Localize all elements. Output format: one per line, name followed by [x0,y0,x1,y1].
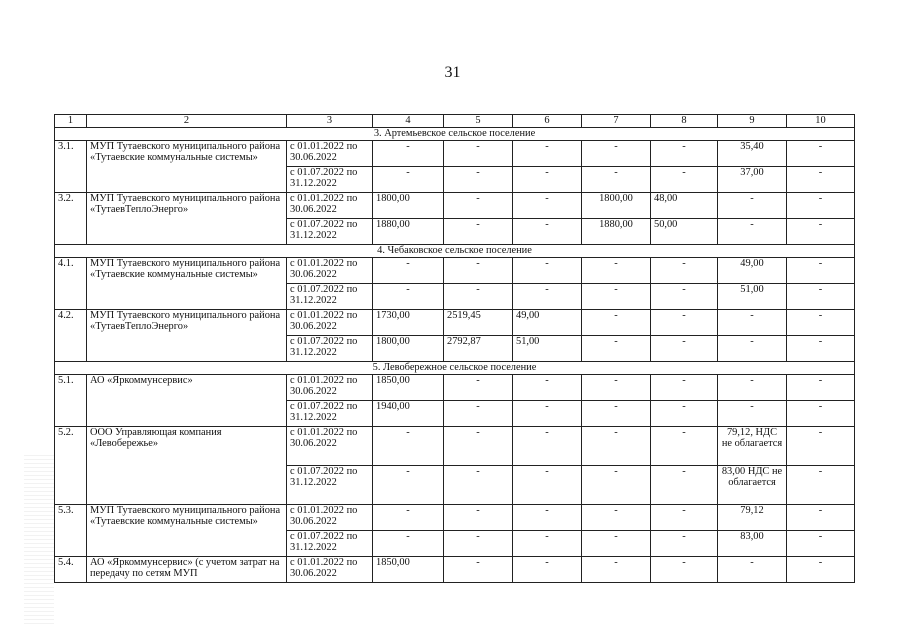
value-cell: - [582,530,651,556]
value-cell: - [651,530,718,556]
header-cell: 8 [651,115,718,128]
value-cell: - [787,335,855,361]
table-row [55,426,855,465]
value-cell: - [651,465,718,504]
value-cell: - [582,166,651,192]
period-cell: с 01.07.2022 по 31.12.2022 [287,400,373,426]
value-cell: - [651,140,718,166]
value-cell: - [787,400,855,426]
organization-name: МУП Тутаевского муниципального района «Тутаевские коммунальные системы» [87,140,287,192]
value-cell: - [582,309,651,335]
section-heading: 3. Артемьевское сельское поселение [55,127,855,140]
value-cell: - [513,140,582,166]
value-cell: 2519,45 [444,309,513,335]
value-cell: 1800,00 [373,335,444,361]
value-cell: - [787,283,855,309]
value-cell: - [787,192,855,218]
value-cell: - [373,465,444,504]
period-cell: с 01.07.2022 по 31.12.2022 [287,335,373,361]
value-cell: - [444,504,513,530]
value-cell: - [444,257,513,283]
value-cell: - [787,465,855,504]
value-cell: - [513,465,582,504]
value-cell: - [787,166,855,192]
value-cell: - [373,166,444,192]
period-cell: с 01.01.2022 по 30.06.2022 [287,309,373,335]
period-cell: с 01.07.2022 по 31.12.2022 [287,465,373,504]
header-cell: 4 [373,115,444,128]
value-cell: 1850,00 [373,556,444,582]
row-number: 5.4. [55,556,87,582]
organization-name: МУП Тутаевского муниципального района «Тутаевские коммунальные системы» [87,504,287,556]
value-cell: 49,00 [718,257,787,283]
period-cell: с 01.07.2022 по 31.12.2022 [287,166,373,192]
table-row [55,556,855,582]
header-cell: 7 [582,115,651,128]
row-number: 5.3. [55,504,87,556]
value-cell: - [651,504,718,530]
value-cell: - [787,140,855,166]
value-cell: 37,00 [718,166,787,192]
header-cell: 5 [444,115,513,128]
value-cell: 79,12 [718,504,787,530]
value-cell: - [513,257,582,283]
value-cell: - [718,335,787,361]
value-cell: - [718,400,787,426]
value-cell: - [513,192,582,218]
value-cell: - [651,309,718,335]
header-cell: 3 [287,115,373,128]
value-cell: - [444,530,513,556]
value-cell: 1850,00 [373,374,444,400]
value-cell: - [444,192,513,218]
period-cell: с 01.01.2022 по 30.06.2022 [287,556,373,582]
period-cell: с 01.01.2022 по 30.06.2022 [287,426,373,465]
value-cell: 1730,00 [373,309,444,335]
page-number: 31 [444,64,461,81]
value-cell: - [651,283,718,309]
value-cell: - [444,140,513,166]
row-number: 4.2. [55,309,87,361]
value-cell: - [513,426,582,465]
value-cell: - [373,426,444,465]
value-cell: - [582,556,651,582]
value-cell: - [513,283,582,309]
table-row [55,192,855,218]
value-cell: - [787,530,855,556]
value-cell: - [444,556,513,582]
value-cell: - [513,166,582,192]
value-cell: 83,00 [718,530,787,556]
value-cell: 1880,00 [373,218,444,244]
value-cell: - [651,257,718,283]
period-cell: с 01.01.2022 по 30.06.2022 [287,374,373,400]
header-cell: 2 [87,115,287,128]
value-cell: - [444,374,513,400]
value-cell: 48,00 [651,192,718,218]
organization-name: МУП Тутаевского муниципального района «ТутаевТеплоЭнерго» [87,192,287,244]
organization-name: АО «Яркоммунсервис» (с учетом затрат на передачу по сетям МУП [87,556,287,582]
value-cell: 2792,87 [444,335,513,361]
value-cell: 1800,00 [373,192,444,218]
value-cell: - [718,309,787,335]
value-cell: - [373,257,444,283]
organization-name: МУП Тутаевского муниципального района «Тутаевские коммунальные системы» [87,257,287,309]
header-cell: 1 [55,115,87,128]
value-cell: 1880,00 [582,218,651,244]
value-cell: - [444,426,513,465]
value-cell: 51,00 [513,335,582,361]
organization-name: МУП Тутаевского муниципального района «ТутаевТеплоЭнерго» [87,309,287,361]
value-cell: - [787,257,855,283]
scan-artifact [24,455,54,625]
row-number: 3.1. [55,140,87,192]
value-cell: - [444,400,513,426]
value-cell: - [787,218,855,244]
section-heading: 5. Левобережное сельское поселение [55,361,855,374]
organization-name: ООО Управляющая компания «Левобережье» [87,426,287,504]
tariff-table [54,114,855,583]
value-cell: - [787,374,855,400]
table-row [55,504,855,530]
value-cell: - [718,556,787,582]
header-cell: 6 [513,115,582,128]
value-cell: - [651,400,718,426]
table-row [55,374,855,400]
value-cell: - [444,465,513,504]
value-cell: - [582,257,651,283]
value-cell: - [787,309,855,335]
value-cell: 79,12, НДС не облагается [718,426,787,465]
value-cell: - [718,218,787,244]
value-cell: - [651,166,718,192]
value-cell: - [373,504,444,530]
value-cell: - [582,374,651,400]
organization-name: АО «Яркоммунсервис» [87,374,287,426]
value-cell: - [582,465,651,504]
period-cell: с 01.01.2022 по 30.06.2022 [287,192,373,218]
value-cell: - [513,530,582,556]
header-cell: 9 [718,115,787,128]
value-cell: - [787,556,855,582]
value-cell: - [444,166,513,192]
value-cell: - [651,374,718,400]
value-cell: - [582,283,651,309]
row-number: 5.1. [55,374,87,426]
table-row [55,140,855,166]
table-row [55,257,855,283]
row-number: 3.2. [55,192,87,244]
period-cell: с 01.01.2022 по 30.06.2022 [287,504,373,530]
header-cell: 10 [787,115,855,128]
value-cell: - [582,140,651,166]
period-cell: с 01.01.2022 по 30.06.2022 [287,257,373,283]
value-cell: 51,00 [718,283,787,309]
value-cell: - [582,504,651,530]
value-cell: - [718,192,787,218]
value-cell: - [513,400,582,426]
value-cell: - [787,426,855,465]
value-cell: 50,00 [651,218,718,244]
period-cell: с 01.07.2022 по 31.12.2022 [287,530,373,556]
value-cell: 83,00 НДС не облагается [718,465,787,504]
value-cell: - [718,374,787,400]
header-row [55,115,855,128]
value-cell: - [513,374,582,400]
value-cell: - [513,556,582,582]
value-cell: - [651,335,718,361]
value-cell: - [582,426,651,465]
value-cell: 1800,00 [582,192,651,218]
value-cell: - [444,283,513,309]
value-cell: - [444,218,513,244]
table-row [55,309,855,335]
value-cell: 35,40 [718,140,787,166]
period-cell: с 01.01.2022 по 30.06.2022 [287,140,373,166]
value-cell: - [373,283,444,309]
value-cell: - [513,218,582,244]
value-cell: - [373,530,444,556]
value-cell: 1940,00 [373,400,444,426]
value-cell: - [651,556,718,582]
value-cell: - [513,504,582,530]
period-cell: с 01.07.2022 по 31.12.2022 [287,218,373,244]
period-cell: с 01.07.2022 по 31.12.2022 [287,283,373,309]
value-cell: - [582,335,651,361]
value-cell: - [373,140,444,166]
section-heading: 4. Чебаковское сельское поселение [55,244,855,257]
row-number: 4.1. [55,257,87,309]
value-cell: 49,00 [513,309,582,335]
value-cell: - [582,400,651,426]
row-number: 5.2. [55,426,87,504]
value-cell: - [651,426,718,465]
value-cell: - [787,504,855,530]
